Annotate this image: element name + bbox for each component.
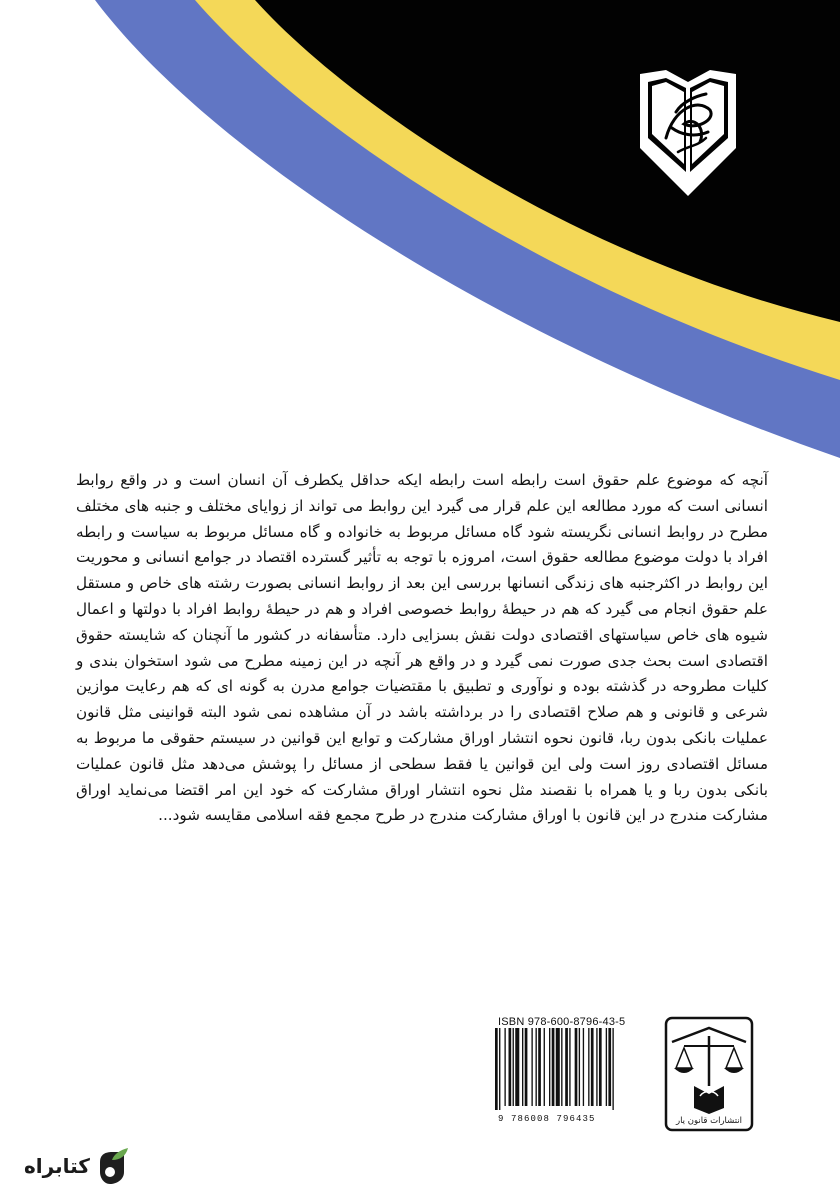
barcode-bar (588, 1028, 589, 1106)
barcode-bar (549, 1028, 550, 1106)
barcode-bar (495, 1028, 498, 1110)
barcode-bar (499, 1028, 500, 1110)
ketabrah-leaf-icon (96, 1146, 130, 1186)
isbn-label: ISBN 978-600-8796-43-5 (498, 1016, 626, 1028)
ketabrah-label: کتابراه (24, 1154, 90, 1178)
barcode-bar (544, 1028, 545, 1106)
barcode-bar (525, 1028, 528, 1106)
barcode-bar (575, 1028, 578, 1106)
barcode-bar (569, 1028, 570, 1106)
barcode-bar (556, 1028, 560, 1106)
barcode-bar (591, 1028, 594, 1106)
barcode-bar (513, 1028, 514, 1106)
barcode-bar (522, 1028, 523, 1106)
barcode-bar (536, 1028, 537, 1106)
scales-of-justice-book-icon (664, 1016, 754, 1132)
barcode-bar (583, 1028, 584, 1106)
barcode-bar (612, 1028, 613, 1110)
barcode-bar (599, 1028, 602, 1106)
barcode-digits: 9 786008 796435 (498, 1114, 596, 1124)
barcode-bar (561, 1028, 562, 1106)
barcode-bar (596, 1028, 597, 1106)
barcode-bar (608, 1028, 611, 1106)
publisher-name: انتشارات قانون یار (675, 1116, 743, 1126)
ketabrah-watermark (24, 1146, 130, 1186)
isbn-barcode (493, 1028, 657, 1110)
back-cover-description (76, 468, 768, 829)
barcode-bar (515, 1028, 519, 1106)
barcode-bar (504, 1028, 505, 1106)
barcode-bar (509, 1028, 512, 1106)
barcode-bar (565, 1028, 568, 1106)
publisher-book-shield-logo (636, 68, 740, 198)
barcode-bar (538, 1028, 541, 1106)
barcode-bar (552, 1028, 555, 1106)
barcode-bar (606, 1028, 607, 1106)
barcode-bar (531, 1028, 532, 1106)
barcode-bar (579, 1028, 580, 1106)
description-paragraph: آنچه که موضوع علم حقوق است رابطه است رابطه ایکه حداقل یکطرف آن انسان است و در واقع روابط انسانی است که مورد مطالعه این علم قرار می گیرد این روابط می تواند از زوایای مختلف و جنبه های مختلف مطرح در روابط انسانی نگریسته شود گاه مسائل مربوط به خانواده و گاه مسائل مربوط به سیاست و رابطه افراد با دولت موضوع مطالعه حقوق است، امروزه با توجه به تأثیر گسترده اقتصاد در جوامع انسانی و محوریت این روابط در اکثرجنبه های زندگی انسانها بررسی این بعد از روابط انسانی بصورت رشته های خاص و مستقل علم حقوق انجام می گیرد که هم در حیطۀ روابط خصوصی افراد و هم در حیطۀ روابط افراد با دولتها و اعمال شیوه های خاص سیاستهای اقتصادی دولت نقش بسزایی دارد. متأسفانه در کشور ما آنچنان که شایسته حقوق اقتصادی است بحث جدی صورت نمی گیرد و در واقع هر آنچه در این زمینه مطرح می شود استخوان بندی و کلیات مطروحه در گذشته بوده و نوآوری و تطبیق با مقتضیات جوامع مدرن به گونه ای که هم رعایت موازین شرعی و قانونی و هم صلاح اقتصادی را در برداشته باشد در آن مشاهده نمی شود البته قوانینی مثل قانون عملیات بانکی بدون ربا، قانون نحوه انتشار اوراق مشارکت و توابع این قوانین در سیستم حقوقی ما مربوط به مسائل اقتصادی روز است ولی این قوانین یا فقط سطحی از مسائل را پوشش می‌دهد مثل قانون عملیات بانکی بدون ربا و یا همراه با نقصند مثل نحوه انتشار اوراق مشارکت که خود این امر اقتضا می‌نماید اوراق مشارکت مندرج در این قانون با اوراق مشارکت مندرج در طرح مجمع فقه اسلامی مقایسه شود... (76, 471, 768, 825)
